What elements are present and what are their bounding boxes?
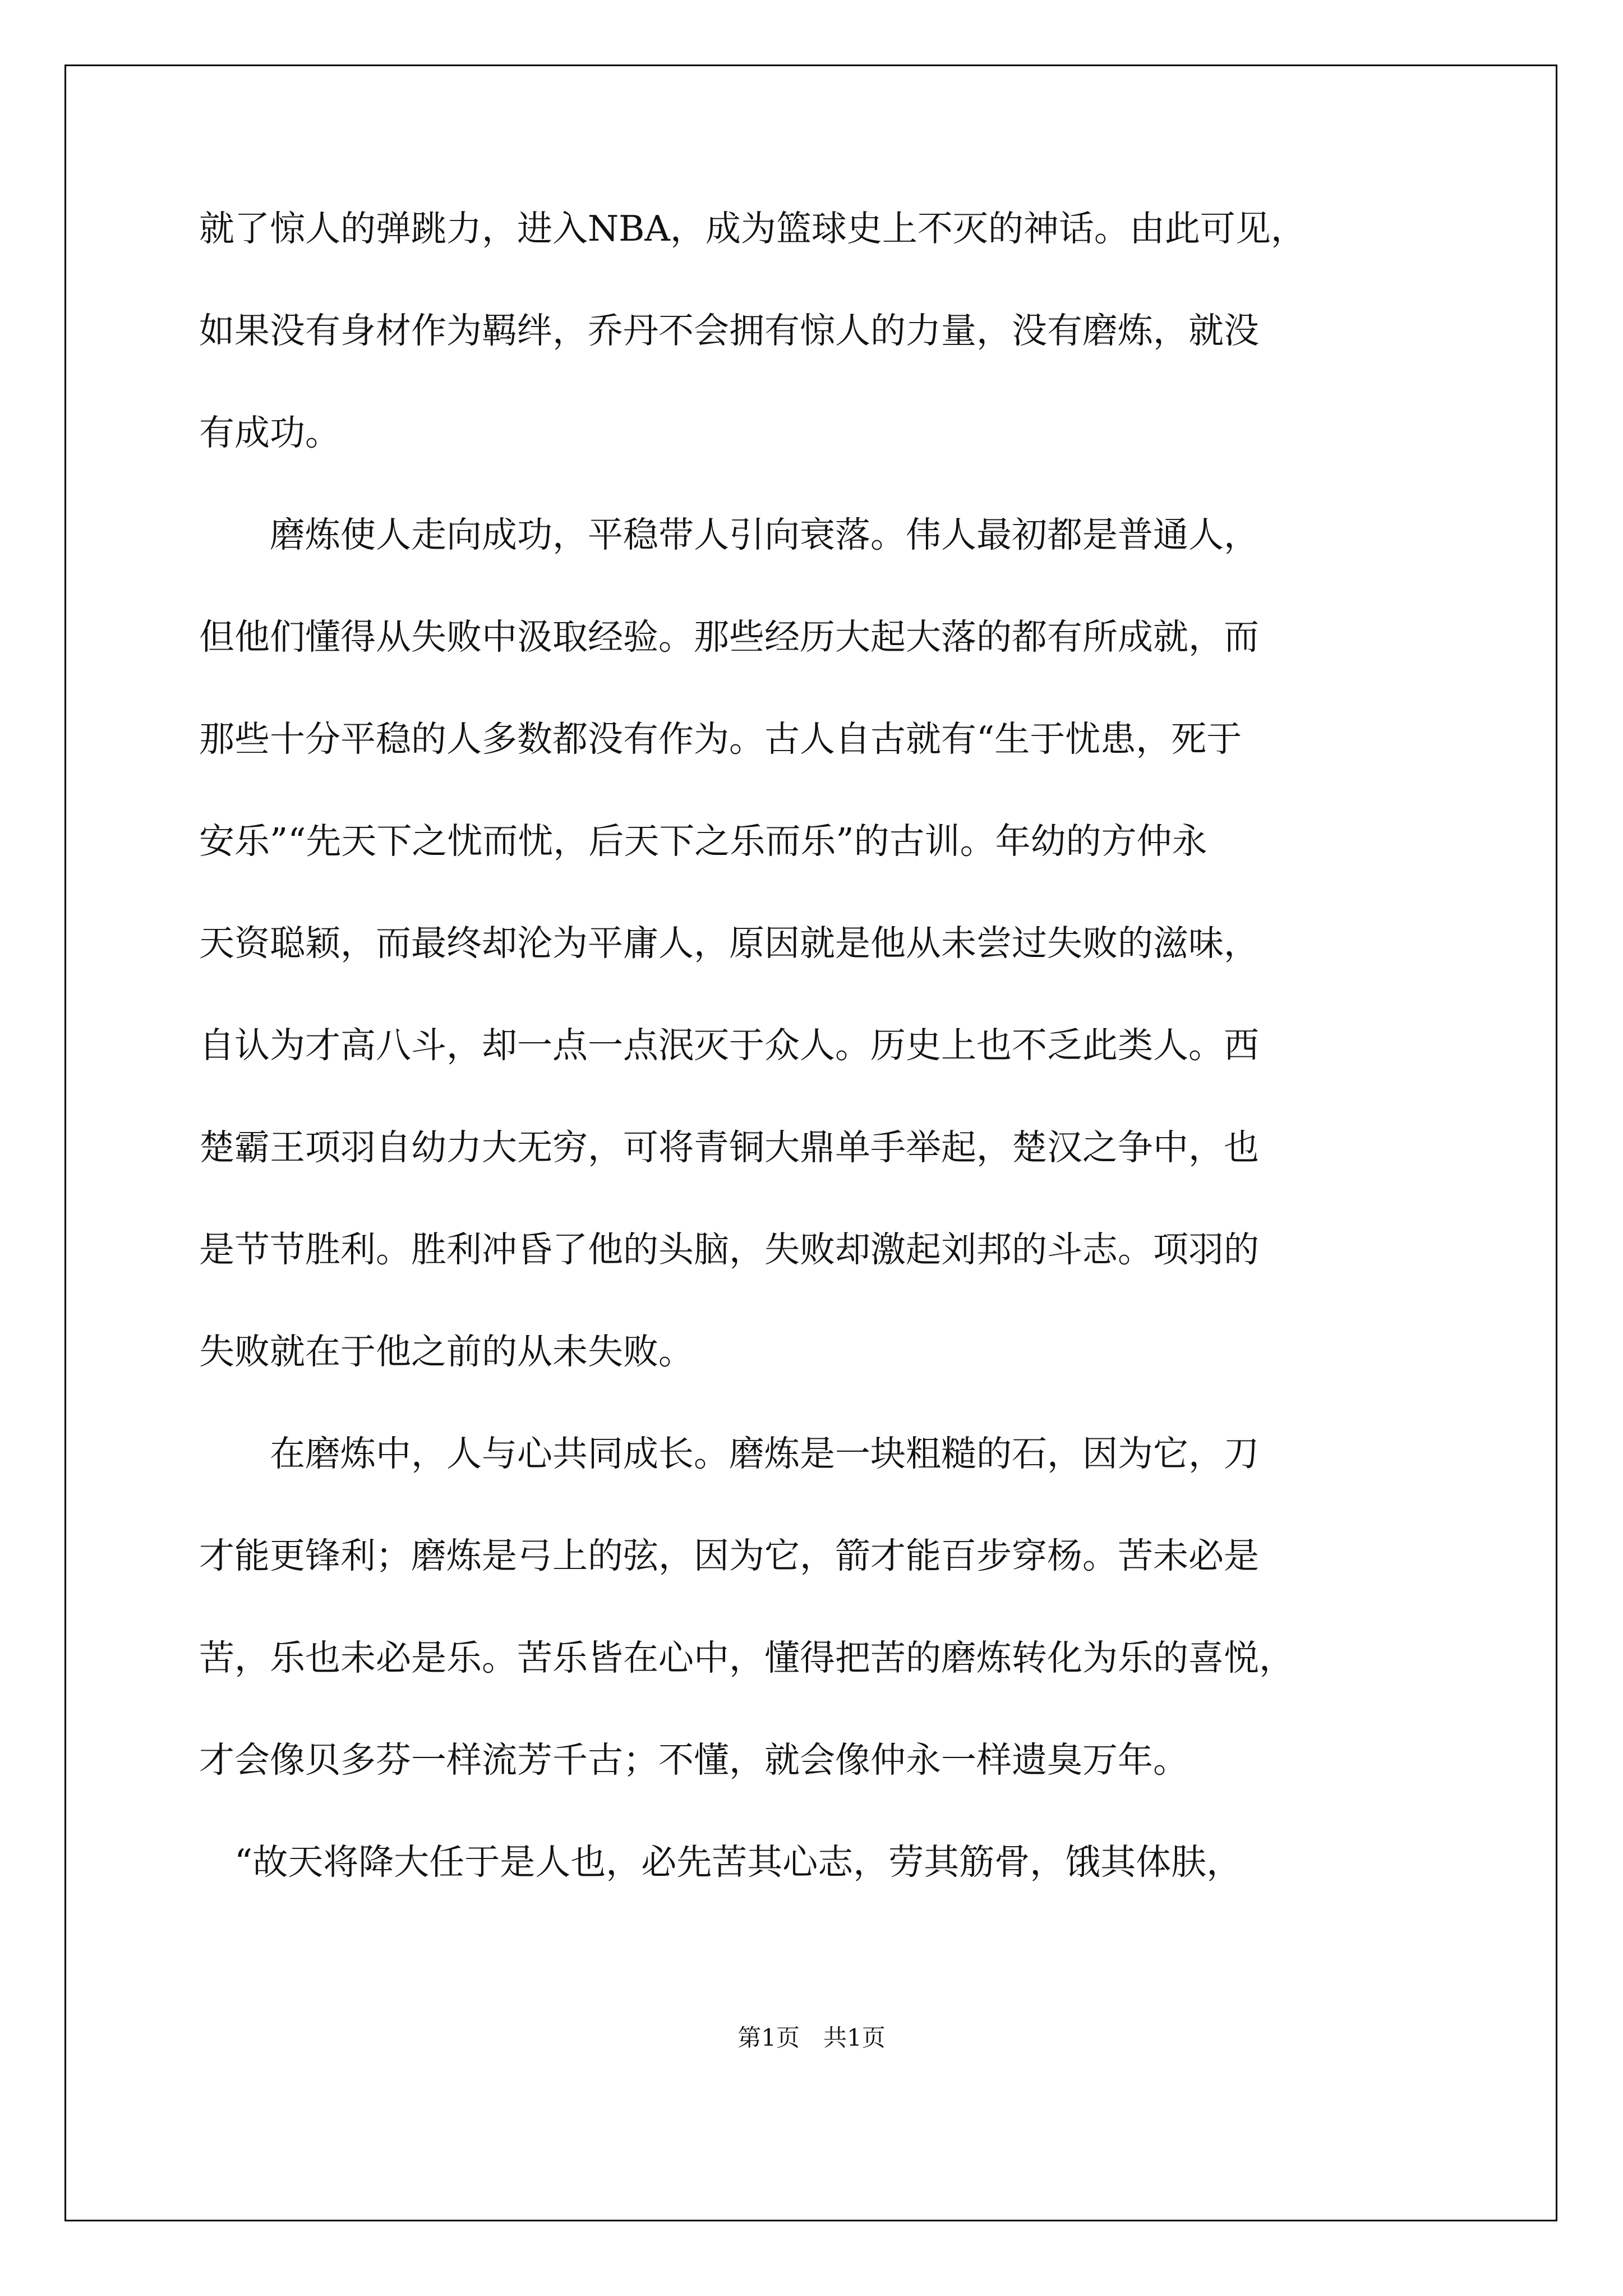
text-line: 才能更锋利；磨炼是弓上的弦，因为它，箭才能百步穿杨。苦未必是 <box>199 1535 1259 1576</box>
text-line: 楚霸王项羽自幼力大无穷，可将青铜大鼎单手举起，楚汉之争中，也 <box>199 1127 1259 1168</box>
text-line: 磨炼使人走向成功，平稳带人引向衰落。伟人最初都是普通人， <box>199 514 1259 555</box>
text-line: 自认为才高八斗，却一点一点泯灭于众人。历史上也不乏此类人。西 <box>199 1025 1259 1066</box>
text-line: 如果没有身材作为羁绊，乔丹不会拥有惊人的力量，没有磨炼，就没 <box>199 310 1259 351</box>
page-footer: 第1页 共1页 <box>737 2024 886 2051</box>
text-line: 那些十分平稳的人多数都没有作为。古人自古就有“生于忧患，死于 <box>199 719 1242 760</box>
text-line: 就了惊人的弹跳力，进入NBA，成为篮球史上不灭的神话。由此可见， <box>199 208 1306 249</box>
text-line: 才会像贝多芬一样流芳千古；不懂，就会像仲永一样遗臭万年。 <box>199 1740 1188 1780</box>
text-line: 有成功。 <box>199 412 340 453</box>
text-line: 失败就在于他之前的从未失败。 <box>199 1331 694 1372</box>
text-line: 但他们懂得从失败中汲取经验。那些经历大起大落的都有所成就，而 <box>199 616 1259 657</box>
text-line: 是节节胜利。胜利冲昏了他的头脑，失败却激起刘邦的斗志。项羽的 <box>199 1229 1259 1270</box>
text-line: 苦，乐也未必是乐。苦乐皆在心中，懂得把苦的磨炼转化为乐的喜悦， <box>199 1637 1294 1678</box>
text-line: “故天将降大任于是人也，必先苦其心志，劳其筋骨，饿其体肤， <box>199 1842 1242 1883</box>
text-line: 在磨炼中，人与心共同成长。磨炼是一块粗糙的石，因为它，刀 <box>199 1433 1259 1474</box>
text-line: 天资聪颖，而最终却沦为平庸人，原因就是他从未尝过失败的滋味， <box>199 923 1259 964</box>
text-line: 安乐”“先天下之忧而忧，后天下之乐而乐”的古训。年幼的方仲永 <box>199 821 1207 862</box>
